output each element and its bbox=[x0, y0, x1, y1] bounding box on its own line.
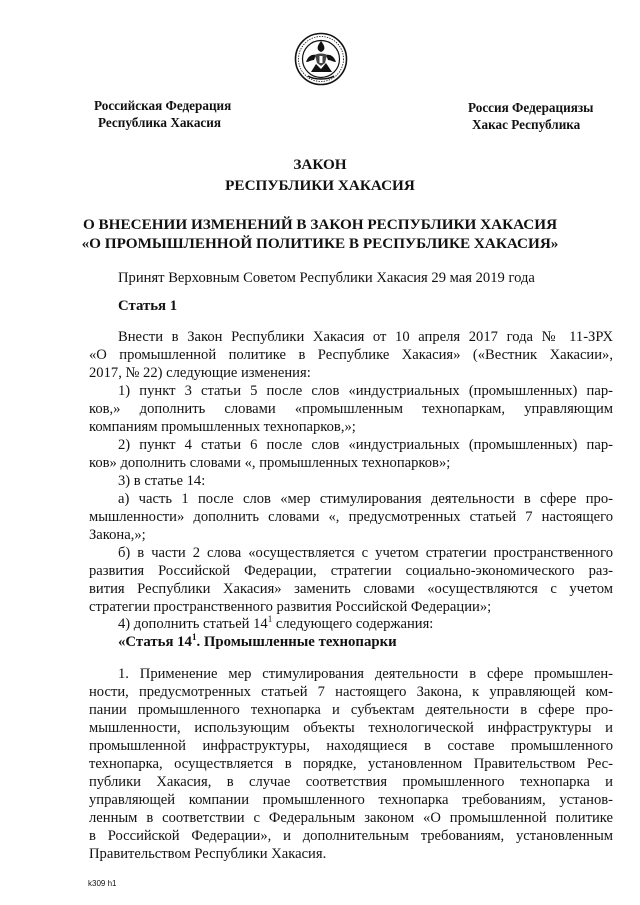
article14-line: технопарка, осуществляется в порядке, установленном Правительством Рес- bbox=[89, 756, 613, 772]
header-left-line1: Российская Федерация bbox=[94, 98, 232, 113]
title-law: ЗАКОН bbox=[293, 156, 347, 173]
article14-line: Правительством Республики Хакасия. bbox=[89, 846, 327, 862]
article14-line: в Российской Федерации», и дополнительным требованиям, установленным bbox=[89, 828, 613, 844]
article1-line: компаниям промышленных технопарков,»; bbox=[89, 419, 356, 435]
article1-line: б) в части 2 слова «осуществляется с учетом стратегии пространственного bbox=[118, 545, 613, 561]
header-right-line2: Хакас Республика bbox=[472, 117, 581, 132]
header-left-line2: Республика Хакасия bbox=[98, 115, 222, 130]
article1-item4 bbox=[118, 616, 433, 632]
article1-line: 2) пункт 4 статьи 6 после слов «индустриальных (промышленных) пар- bbox=[118, 437, 613, 453]
article1-line: Закона,»; bbox=[89, 527, 146, 543]
article14-heading bbox=[118, 634, 397, 650]
article1-line: мышленности» дополнить словами «, предусмотренных статьей 7 настоящего bbox=[89, 509, 613, 525]
header-right-line1: Россия Федерациязы bbox=[468, 100, 594, 115]
item4-text-after: следующего содержания: bbox=[272, 616, 434, 632]
article14-line: 1. Применение мер стимулирования деятельности в сфере промышлен- bbox=[118, 666, 613, 682]
article1-line: 1) пункт 3 статьи 5 после слов «индустриальных (промышленных) пар- bbox=[118, 383, 613, 399]
title-republic: РЕСПУБЛИКИ ХАКАСИЯ bbox=[225, 177, 415, 194]
article1-line: развития Российской Федерации, стратегии социально-экономического раз- bbox=[89, 563, 613, 579]
article1-line: а) часть 1 после слов «мер стимулирования деятельности в сфере про- bbox=[118, 491, 613, 507]
article14-line: ности, предусмотренных статьей 7 настоящего Закона, к управляющей ком- bbox=[89, 684, 613, 700]
coat-of-arms-emblem bbox=[294, 32, 348, 86]
article14-heading-after: . Промышленные технопарки bbox=[196, 634, 397, 650]
article1-line: ков,» дополнить словами «промышленным технопаркам, управляющим bbox=[89, 401, 613, 417]
article14-line: управляющей компании промышленного технопарка требованиям, установ- bbox=[89, 792, 613, 808]
subtitle-line1: О ВНЕСЕНИИ ИЗМЕНЕНИЙ В ЗАКОН РЕСПУБЛИКИ ХАКАСИЯ bbox=[82, 216, 558, 233]
article1-line: Внести в Закон Республики Хакасия от 10 апреля 2017 года № 11-ЗРХ bbox=[118, 329, 613, 345]
article14-line: промышленной инфраструктуры, находящиеся в составе промышленного bbox=[89, 738, 613, 754]
article1-line: стратегии пространственного развития Российской Федерации»; bbox=[89, 599, 492, 615]
article14-line: публики Хакасия, в случае соответствия промышленного технопарка и bbox=[89, 774, 613, 790]
article14-heading-superscript: 1 bbox=[191, 632, 197, 643]
article14-line: ленным в соответствии с Федеральным законом «О промышленной политике bbox=[89, 810, 613, 826]
article1-line: ков» дополнить словами «, промышленных технопарков»; bbox=[89, 455, 451, 471]
article1-heading: Статья 1 bbox=[118, 298, 178, 314]
adopted-line: Принят Верховным Советом Республики Хакасия 29 мая 2019 года bbox=[118, 270, 535, 286]
article1-line: 3) в статье 14: bbox=[118, 473, 206, 489]
subtitle-line2: «О ПРОМЫШЛЕННОЙ ПОЛИТИКЕ В РЕСПУБЛИКЕ ХАКАСИЯ» bbox=[81, 235, 559, 252]
footer-code: k309 h1 bbox=[88, 879, 117, 888]
article14-line: пании промышленного технопарка и субъектам деятельности в сфере про- bbox=[89, 702, 613, 718]
article1-line: 2017, № 22) следующие изменения: bbox=[89, 365, 311, 381]
article1-line: вития Республики Хакасия» заменить словами «осуществляются с учетом bbox=[89, 581, 613, 597]
article14-line: мышленности, использующим объекты технологической инфраструктуры и bbox=[89, 720, 613, 736]
article1-line: «О промышленной политике в Республике Хакасия» («Вестник Хакасии», bbox=[89, 347, 613, 363]
item4-text-before: 4) дополнить статьей 14 bbox=[118, 616, 268, 632]
article14-heading-before: «Статья 14 bbox=[118, 634, 192, 650]
item4-superscript: 1 bbox=[267, 614, 273, 625]
